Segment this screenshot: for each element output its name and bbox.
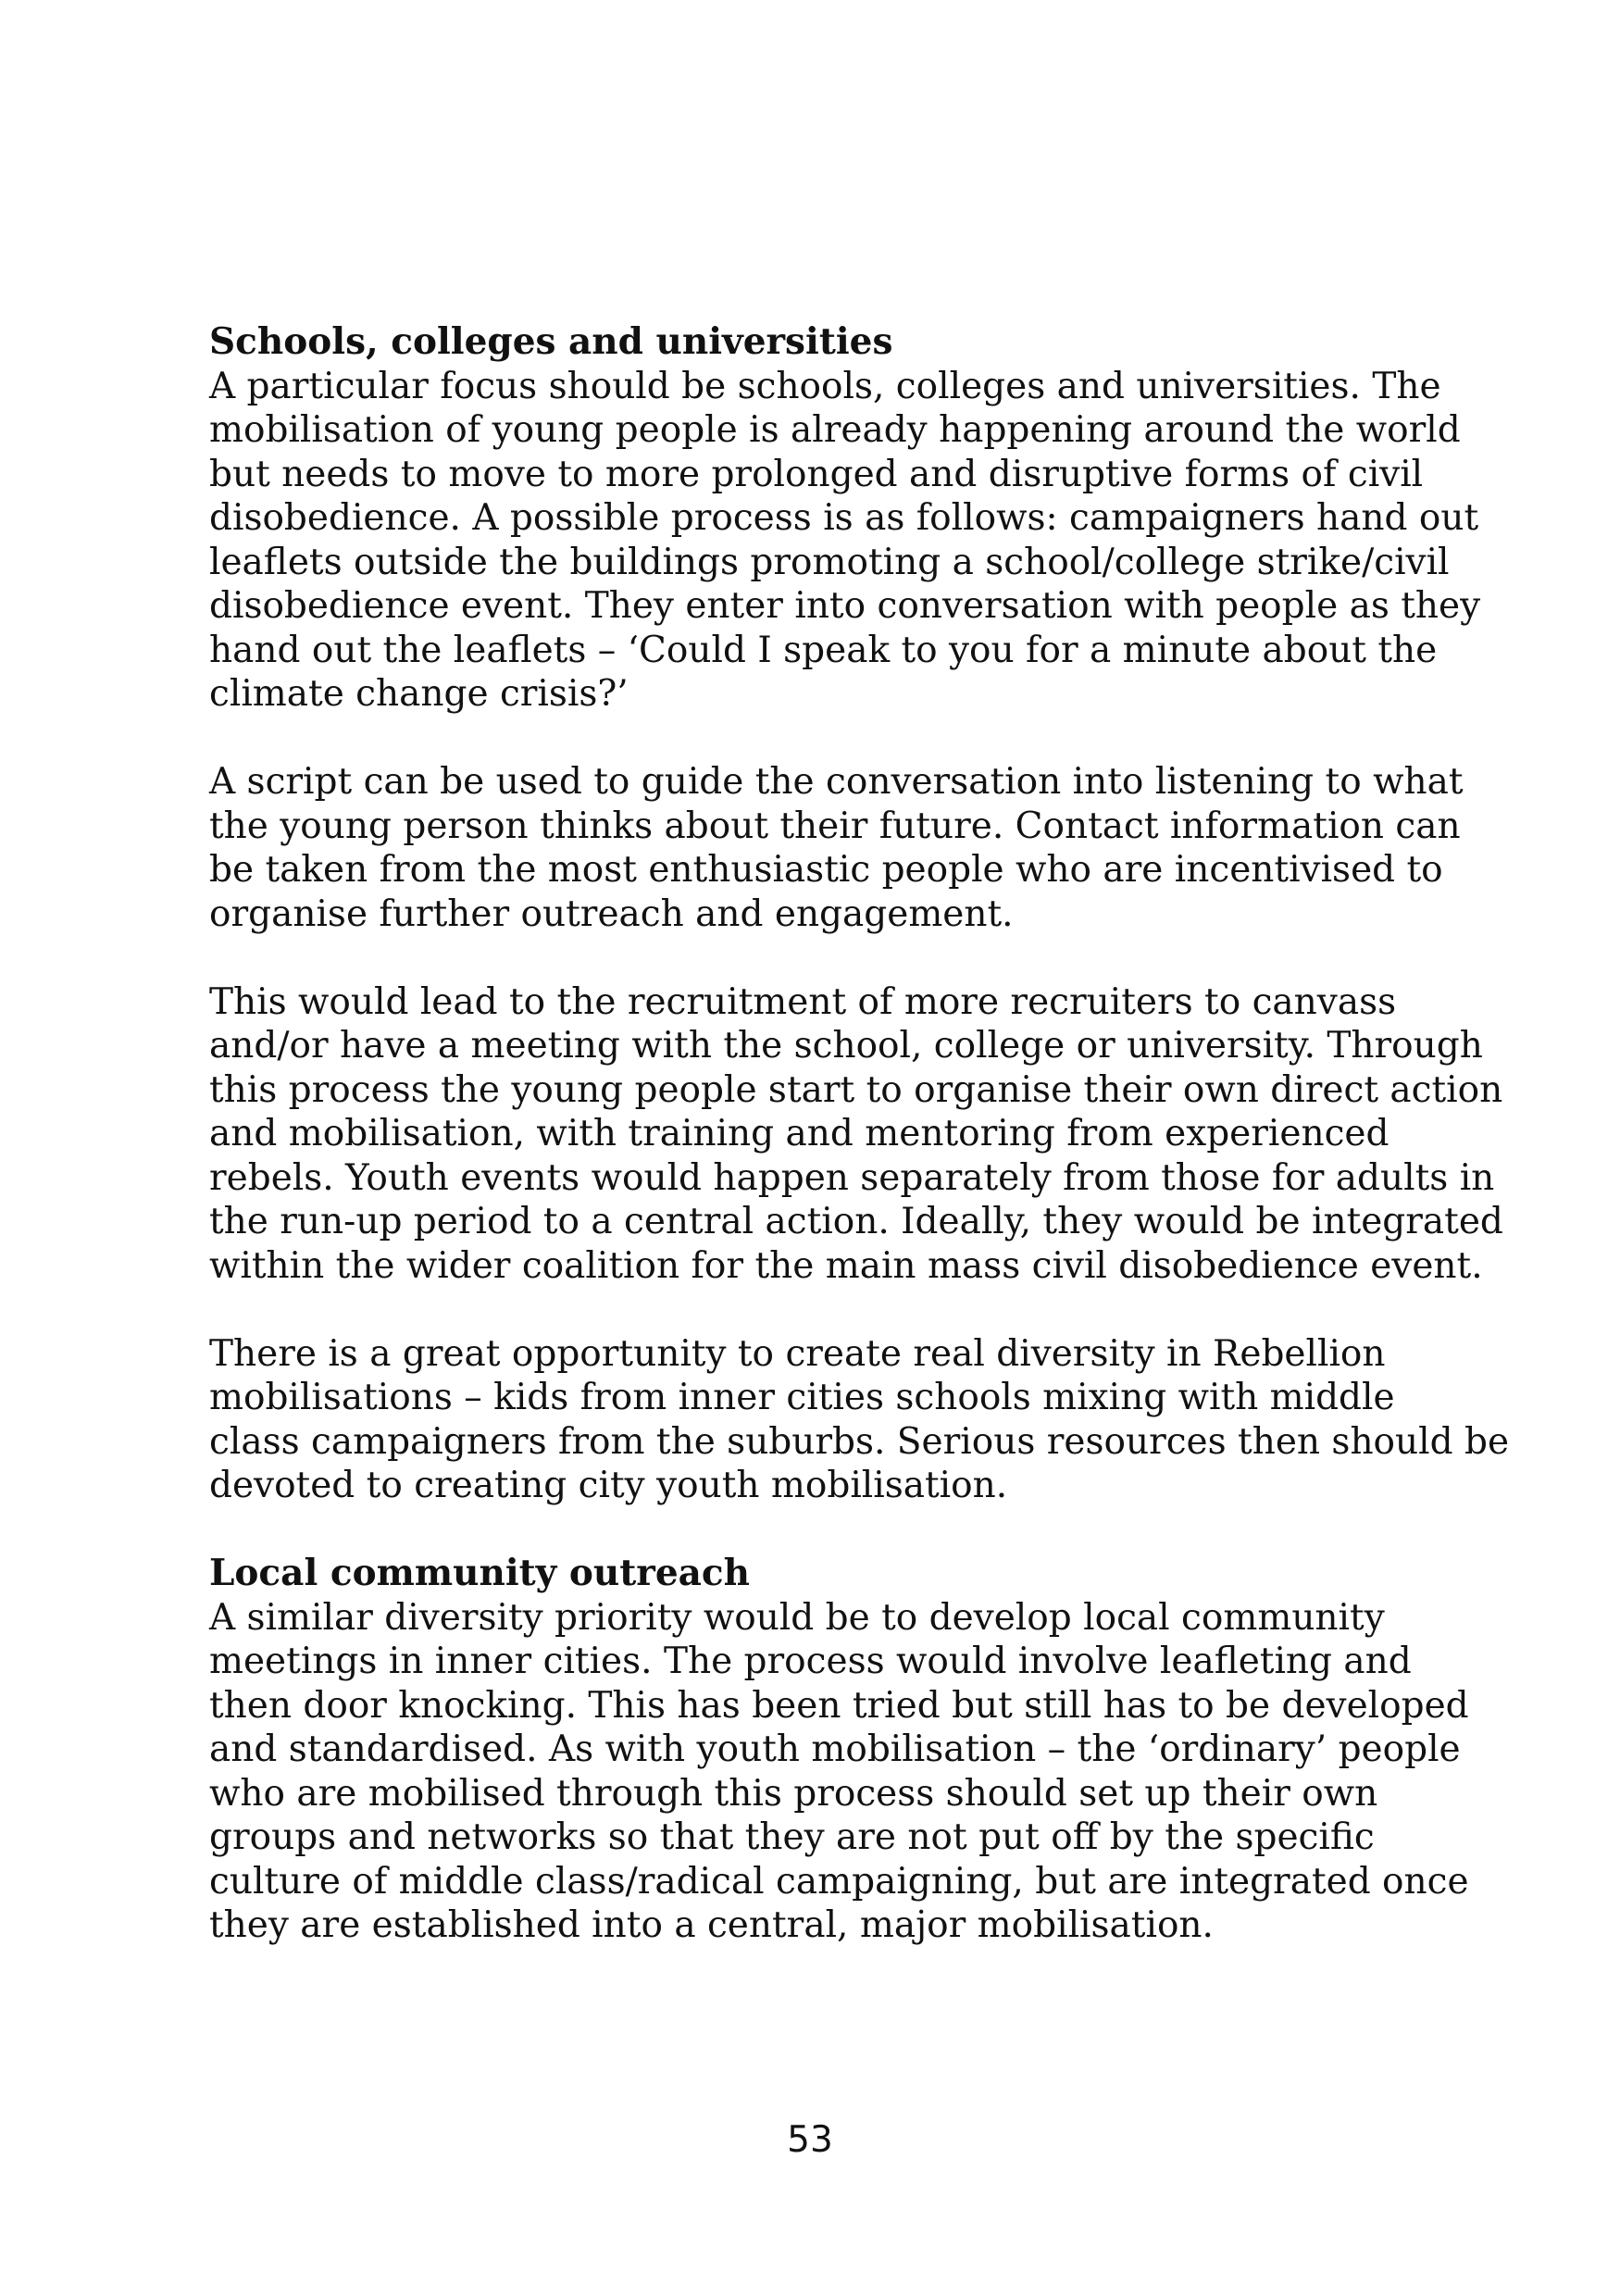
text-line: leaflets outside the buildings promoting a school/college strike/civil: [209, 541, 1450, 583]
paragraph: [209, 980, 1503, 1289]
text-line: meetings in inner cities. The process would involve leafleting and: [209, 1641, 1412, 1682]
text-line: and standardised. As with youth mobilisation – the ‘ordinary’ people: [209, 1728, 1461, 1770]
text-line: and mobilisation, with training and mentoring from experienced: [209, 1113, 1389, 1154]
text-line: but needs to move to more prolonged and disruptive forms of civil: [209, 453, 1424, 495]
text-line: this process the young people start to organise their own direct action: [209, 1068, 1503, 1111]
section-local-community: [209, 1552, 1469, 1948]
text-line: This would lead to the recruitment of more recruiters to canvass: [209, 980, 1397, 1023]
text-line: climate change crisis?’: [209, 673, 629, 715]
section-heading: Local community outreach: [209, 1552, 751, 1594]
section-heading: Schools, colleges and universities: [209, 320, 893, 363]
text-line: disobedience. A possible process is as follows: campaigners hand out: [209, 497, 1479, 539]
text-line: devoted to creating city youth mobilisation.: [209, 1465, 1008, 1506]
text-line: A particular focus should be schools, colleges and universities. The: [209, 365, 1441, 407]
text-line: A similar diversity priority would be to develop local community: [209, 1596, 1385, 1639]
text-line: and/or have a meeting with the school, college or university. Through: [209, 1025, 1483, 1067]
text-line: hand out the leaflets – ‘Could I speak to you for a minute about the: [209, 629, 1438, 671]
section-schools: [209, 320, 1510, 1508]
page-number: 53: [787, 2119, 833, 2161]
paragraph: [209, 1332, 1510, 1508]
text-line: culture of middle class/radical campaigning, but are integrated once: [209, 1860, 1469, 1903]
text-line: disobedience event. They enter into conversation with people as they: [209, 585, 1481, 627]
text-line: within the wider coalition for the main mass civil disobedience event.: [209, 1244, 1483, 1287]
text-line: who are mobilised through this process should set up their own: [209, 1772, 1378, 1815]
text-line: they are established into a central, major mobilisation.: [209, 1904, 1214, 1946]
text-line: then door knocking. This has been tried but still has to be developed: [209, 1684, 1469, 1727]
text-line: rebels. Youth events would happen separately from those for adults in: [209, 1156, 1495, 1199]
paragraph: [209, 365, 1481, 717]
text-line: There is a great opportunity to create real diversity in Rebellion: [209, 1332, 1386, 1375]
text-line: mobilisation of young people is already happening around the world: [209, 409, 1461, 451]
text-line: groups and networks so that they are not put off by the specific: [209, 1816, 1375, 1858]
paragraph: [209, 1596, 1469, 1948]
text-line: the run-up period to a central action. Ideally, they would be integrated: [209, 1201, 1503, 1242]
paragraph: [209, 760, 1464, 936]
page-body: [209, 320, 1510, 1948]
text-line: mobilisations – kids from inner cities schools mixing with middle: [209, 1377, 1395, 1418]
text-line: organise further outreach and engagement.: [209, 892, 1014, 935]
text-line: the young person thinks about their future. Contact information can: [209, 805, 1461, 847]
text-line: be taken from the most enthusiastic people who are incentivised to: [209, 849, 1443, 891]
text-line: class campaigners from the suburbs. Serious resources then should be: [209, 1420, 1510, 1463]
text-line: A script can be used to guide the conversation into listening to what: [209, 761, 1464, 803]
